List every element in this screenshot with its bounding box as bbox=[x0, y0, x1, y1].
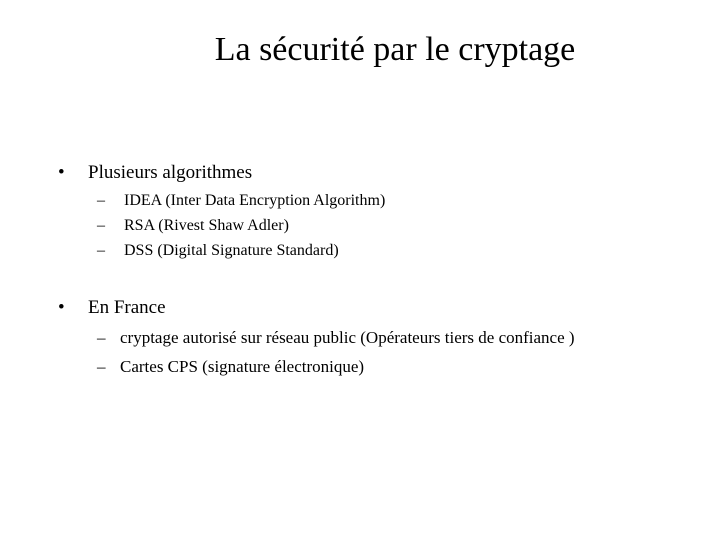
sub-item-rsa bbox=[97, 216, 289, 236]
dash-icon: – bbox=[97, 217, 105, 234]
bullet-icon: • bbox=[58, 297, 65, 318]
bullet-text: Plusieurs algorithmes bbox=[88, 162, 253, 183]
bullet-item-france bbox=[58, 296, 166, 320]
bullet-icon: • bbox=[58, 162, 65, 183]
sub-item-text: IDEA (Inter Data Encryption Algorithm) bbox=[124, 192, 386, 209]
dash-icon: – bbox=[97, 328, 106, 347]
sub-item-text: Cartes CPS (signature électronique) bbox=[120, 357, 365, 376]
dash-icon: – bbox=[97, 357, 106, 376]
sub-item-cryptage-autorise bbox=[97, 327, 575, 349]
bullet-text: En France bbox=[88, 297, 166, 318]
slide-title: La sécurité par le cryptage bbox=[214, 31, 576, 68]
sub-item-text: cryptage autorisé sur réseau public (Opérateurs tiers de confiance ) bbox=[120, 328, 575, 347]
dash-icon: – bbox=[97, 192, 105, 209]
bullet-item-algorithms bbox=[58, 161, 252, 185]
sub-item-cartes-cps bbox=[97, 356, 364, 378]
sub-item-text: DSS (Digital Signature Standard) bbox=[124, 242, 339, 259]
sub-item-dss bbox=[97, 241, 339, 261]
sub-item-idea bbox=[97, 191, 385, 211]
dash-icon: – bbox=[97, 242, 105, 259]
sub-item-text: RSA (Rivest Shaw Adler) bbox=[124, 217, 289, 234]
